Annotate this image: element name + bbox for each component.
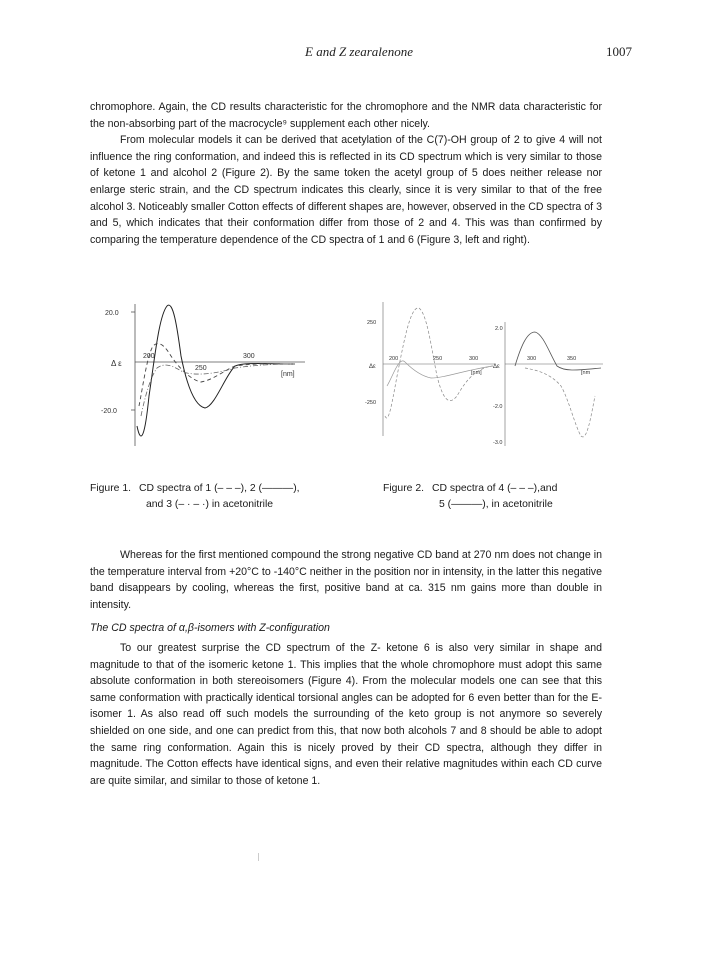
figure-1-caption-line2: and 3 (– · – ·) in acetonitrile: [146, 499, 274, 510]
figure-1-caption: [90, 481, 350, 513]
paragraph-temperature: Whereas for the first mentioned compound the strong negative CD band at 270 nm does not change in the temperature interval from +20°C to -140°C neither in the position nor in intensity, in the latter this negative band disappears by cooling, whereas the first, positive band at ca. 315 nm gains more than double in intensity.: [90, 549, 602, 611]
figure-1-label: Figure 1.: [90, 483, 132, 494]
fig2-right-xtick-300: 300: [527, 356, 537, 362]
figure-2-label: Figure 2.: [383, 483, 425, 494]
fig1-xtick-200: 200: [143, 353, 155, 360]
figure-2-caption: [383, 481, 623, 513]
page-number: 1007: [606, 44, 632, 59]
fig1-xtick-250: 250: [195, 365, 207, 372]
fig2-left-curve-4: [385, 308, 493, 418]
figure-1-caption-line1: CD spectra of 1 (– – –), 2 (———),: [139, 483, 300, 494]
fig1-ytick-top: 20.0: [105, 310, 119, 317]
figure-2: [355, 296, 605, 461]
fig2-right-curve-4: [525, 368, 595, 437]
fig1-curve-3: [141, 364, 295, 416]
fig1-xtick-300: 300: [243, 353, 255, 360]
fig2-left-ytick-bottom: -250: [365, 400, 377, 406]
fig2-right-ytick-lowest: -3.0: [493, 440, 503, 446]
scan-mark: [258, 853, 259, 861]
fig2-left-x-unit: [nm]: [471, 370, 482, 376]
body-text-bottom: [90, 640, 602, 789]
fig2-right-x-unit: [nm: [581, 370, 591, 376]
paragraph-z-ketone: To our greatest surprise the CD spectrum of the Z- ketone 6 is also very similar in shape and magnitude to that of the isomeric ketone 1. This implies that the whole chromophore must adopt this same absolute conformation in both stereoisomers (Figure 4). From the molecular models one can see that this same conformation with practically identical torsional angles can be adopted for 6 even better than for the E-isomer 1. As also read off such models the surrounding of the keto group is not anymore so severely shielded on one side, and one can predict from this, that now both alcohols 7 and 8 should be able to adopt the same ring conformation. Again this is nicely proved by their CD spectra, although they differ in magnitude. The Cotton effects have identical signs, and even their relative magnitudes within each CD curve are quite similar, and similar to those of ketone 1.: [90, 642, 602, 787]
fig2-left-y-label: Δε: [369, 364, 376, 370]
fig2-right-ytick-bottom: -2.0: [493, 404, 503, 410]
section-heading: The CD spectra of α,β-isomers with Z-configuration: [90, 622, 330, 634]
figure-2-caption-line1: CD spectra of 4 (– – –),and: [432, 483, 558, 494]
figure-1-plot: [95, 296, 325, 456]
fig2-left-xtick-250: 250: [433, 356, 443, 362]
fig2-left-ytick-top: 250: [367, 320, 377, 326]
fig1-y-label: Δ ε: [111, 359, 122, 368]
fig1-curve-1: [139, 344, 295, 406]
fig2-right-y-label: Δε: [493, 364, 500, 370]
fig1-x-unit: [nm]: [281, 371, 295, 378]
fig2-right-xtick-350: 350: [567, 356, 577, 362]
fig2-left-xtick-200: 200: [389, 356, 399, 362]
paragraph-continuation: chromophore. Again, the CD results characteristic for the chromophore and the NMR data characteristic for the non-absorbing part of the macrocycle⁹ supplement each other nicely.: [90, 101, 602, 130]
fig2-left-xtick-300: 300: [469, 356, 479, 362]
fig1-curve-2: [137, 305, 295, 436]
body-text-top: [90, 99, 602, 248]
body-text-mid: [90, 547, 602, 613]
figure-2-plot: [355, 296, 605, 456]
page-header: [0, 44, 720, 64]
running-title: E and Z zearalenone: [305, 44, 413, 59]
figure-1: [95, 296, 325, 461]
fig2-right-ytick-top: 2.0: [495, 326, 503, 332]
paragraph-molecular-models: From molecular models it can be derived that acetylation of the C(7)-OH group of 2 to give 4 will not influence the ring conformation, and indeed this is reflected in its CD spectrum which is very similar to those of ketone 1 and alcohol 2 (Figure 2). By the same token the acetyl group of 5 does neither release nor enlarge steric strain, and the CD spectrum indicates this clearly, since it is very similar to that of the free alcohol 3. Noticeably smaller Cotton effects of different shapes are, however, observed in the CD spectra of 3 and 5, which indicates that their conformation differ from those of 2 and 4. This was than confirmed by comparing the temperature dependence of the CD spectra of 1 and 6 (Figure 3, left and right).: [90, 134, 602, 246]
figure-2-caption-line2: 5 (———), in acetonitrile: [439, 499, 553, 510]
fig1-ytick-bottom: -20.0: [101, 408, 117, 415]
